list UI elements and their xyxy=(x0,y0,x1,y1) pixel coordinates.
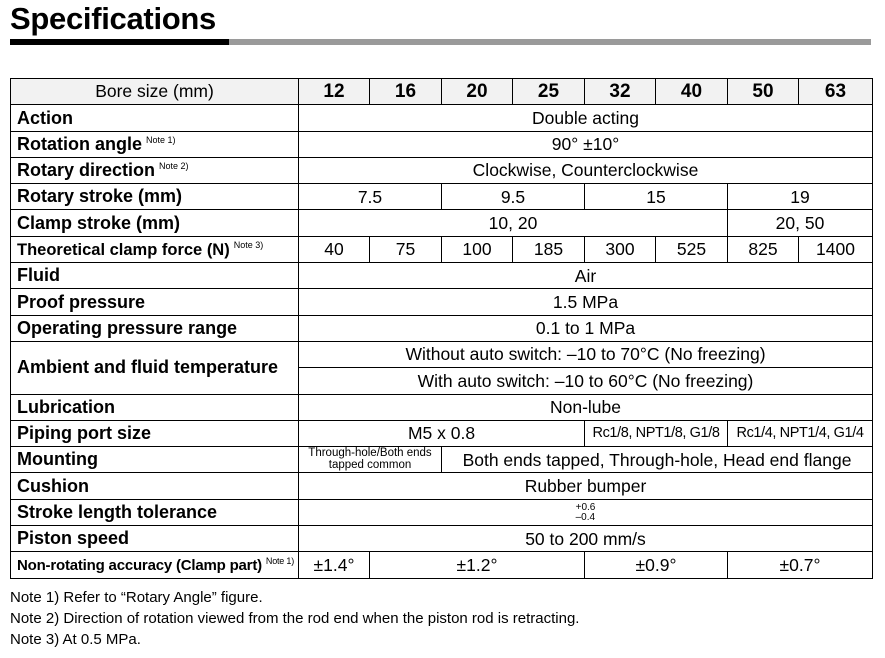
rotary-stroke-value: 7.5 xyxy=(299,184,442,210)
table-row xyxy=(11,447,873,473)
row-label-text: Rotation angle xyxy=(17,133,142,154)
table-row xyxy=(11,394,873,420)
mounting-label: Mounting xyxy=(11,447,299,473)
table-row xyxy=(11,420,873,446)
non-rotating-value: ±1.2° xyxy=(370,552,585,578)
piston-speed-value: 50 to 200 mm/s xyxy=(299,526,873,552)
title-underline xyxy=(10,39,871,45)
clamp-force-value: 525 xyxy=(656,236,728,262)
bore-63: 63 xyxy=(799,79,873,105)
clamp-force-label xyxy=(11,236,299,262)
non-rotating-value: ±1.4° xyxy=(299,552,370,578)
table-row xyxy=(11,341,873,367)
clamp-stroke-value: 20, 50 xyxy=(728,210,873,236)
footnotes xyxy=(10,587,579,650)
bore-size-header: Bore size (mm) xyxy=(11,79,299,105)
piping-port-value: Rc1/8, NPT1/8, G1/8 xyxy=(585,420,728,446)
tolerance-stack xyxy=(576,503,596,523)
footnote: Note 2) Direction of rotation viewed from the rod end when the piston rod is retracting. xyxy=(10,610,580,627)
bore-25: 25 xyxy=(513,79,585,105)
table-row xyxy=(11,552,873,578)
table-row xyxy=(11,473,873,499)
table-row xyxy=(11,184,873,210)
table-row xyxy=(11,289,873,315)
lubrication-value: Non-lube xyxy=(299,394,873,420)
temperature-label: Ambient and fluid temperature xyxy=(11,341,299,394)
mounting-value: Through-hole/Both ends tapped common xyxy=(299,447,442,473)
clamp-force-value: 1400 xyxy=(799,236,873,262)
table-row xyxy=(11,315,873,341)
rotary-direction-label xyxy=(11,157,299,183)
tolerance-upper: +0.6 xyxy=(575,501,596,513)
note-ref: Note 1) xyxy=(265,555,295,566)
note-ref: Note 2) xyxy=(159,161,189,172)
rotary-stroke-label: Rotary stroke (mm) xyxy=(11,184,299,210)
proof-pressure-value: 1.5 MPa xyxy=(299,289,873,315)
rotary-stroke-value: 19 xyxy=(728,184,873,210)
row-label-text: Rotary direction xyxy=(17,160,156,181)
cushion-value: Rubber bumper xyxy=(299,473,873,499)
bore-20: 20 xyxy=(442,79,513,105)
non-rotating-value: ±0.7° xyxy=(728,552,873,578)
temperature-with-switch: With auto switch: –10 to 60°C (No freezing) xyxy=(299,368,873,394)
clamp-force-value: 75 xyxy=(370,236,442,262)
fluid-value: Air xyxy=(299,263,873,289)
row-label-text: Non-rotating accuracy (Clamp part) xyxy=(17,556,262,574)
specifications-table xyxy=(10,78,873,579)
cushion-label: Cushion xyxy=(11,473,299,499)
table-row xyxy=(11,210,873,236)
clamp-force-value: 40 xyxy=(299,236,370,262)
table-row xyxy=(11,236,873,262)
rotary-direction-value: Clockwise, Counterclockwise xyxy=(299,157,873,183)
operating-pressure-label: Operating pressure range xyxy=(11,315,299,341)
rotation-angle-value: 90° ±10° xyxy=(299,131,873,157)
stroke-tolerance-value xyxy=(299,499,873,525)
clamp-stroke-label: Clamp stroke (mm) xyxy=(11,210,299,236)
table-row xyxy=(11,263,873,289)
note-ref: Note 3) xyxy=(233,239,264,250)
title-underline-accent xyxy=(10,39,229,45)
table-row xyxy=(11,157,873,183)
bore-16: 16 xyxy=(370,79,442,105)
action-value: Double acting xyxy=(299,105,873,131)
fluid-label: Fluid xyxy=(11,263,299,289)
row-label-text: Theoretical clamp force (N) xyxy=(17,240,230,259)
piston-speed-label: Piston speed xyxy=(11,526,299,552)
rotation-angle-label xyxy=(11,131,299,157)
clamp-force-value: 825 xyxy=(728,236,799,262)
lubrication-label: Lubrication xyxy=(11,394,299,420)
table-row xyxy=(11,499,873,525)
piping-port-value: M5 x 0.8 xyxy=(299,420,585,446)
footnote: Note 3) At 0.5 MPa. xyxy=(10,631,141,648)
rotary-stroke-value: 9.5 xyxy=(442,184,585,210)
non-rotating-accuracy-label xyxy=(11,552,299,578)
piping-port-value: Rc1/4, NPT1/4, G1/4 xyxy=(728,420,873,446)
bore-12: 12 xyxy=(299,79,370,105)
bore-40: 40 xyxy=(656,79,728,105)
proof-pressure-label: Proof pressure xyxy=(11,289,299,315)
clamp-force-value: 100 xyxy=(442,236,513,262)
clamp-force-value: 185 xyxy=(513,236,585,262)
table-row xyxy=(11,131,873,157)
action-label: Action xyxy=(11,105,299,131)
temperature-without-switch: Without auto switch: –10 to 70°C (No freezing) xyxy=(299,341,873,367)
table-row xyxy=(11,526,873,552)
footnote: Note 1) Refer to “Rotary Angle” figure. xyxy=(10,589,263,606)
clamp-force-value: 300 xyxy=(585,236,656,262)
stroke-tolerance-label: Stroke length tolerance xyxy=(11,499,299,525)
bore-32: 32 xyxy=(585,79,656,105)
piping-port-label: Piping port size xyxy=(11,420,299,446)
non-rotating-value: ±0.9° xyxy=(585,552,728,578)
table-header-row xyxy=(11,79,873,105)
bore-50: 50 xyxy=(728,79,799,105)
page-title: Specifications xyxy=(10,1,216,36)
note-ref: Note 1) xyxy=(146,134,176,145)
operating-pressure-value: 0.1 to 1 MPa xyxy=(299,315,873,341)
table-row xyxy=(11,105,873,131)
tolerance-lower: –0.4 xyxy=(575,511,596,523)
mounting-value: Both ends tapped, Through-hole, Head end flange xyxy=(442,447,873,473)
rotary-stroke-value: 15 xyxy=(585,184,728,210)
clamp-stroke-value: 10, 20 xyxy=(299,210,728,236)
